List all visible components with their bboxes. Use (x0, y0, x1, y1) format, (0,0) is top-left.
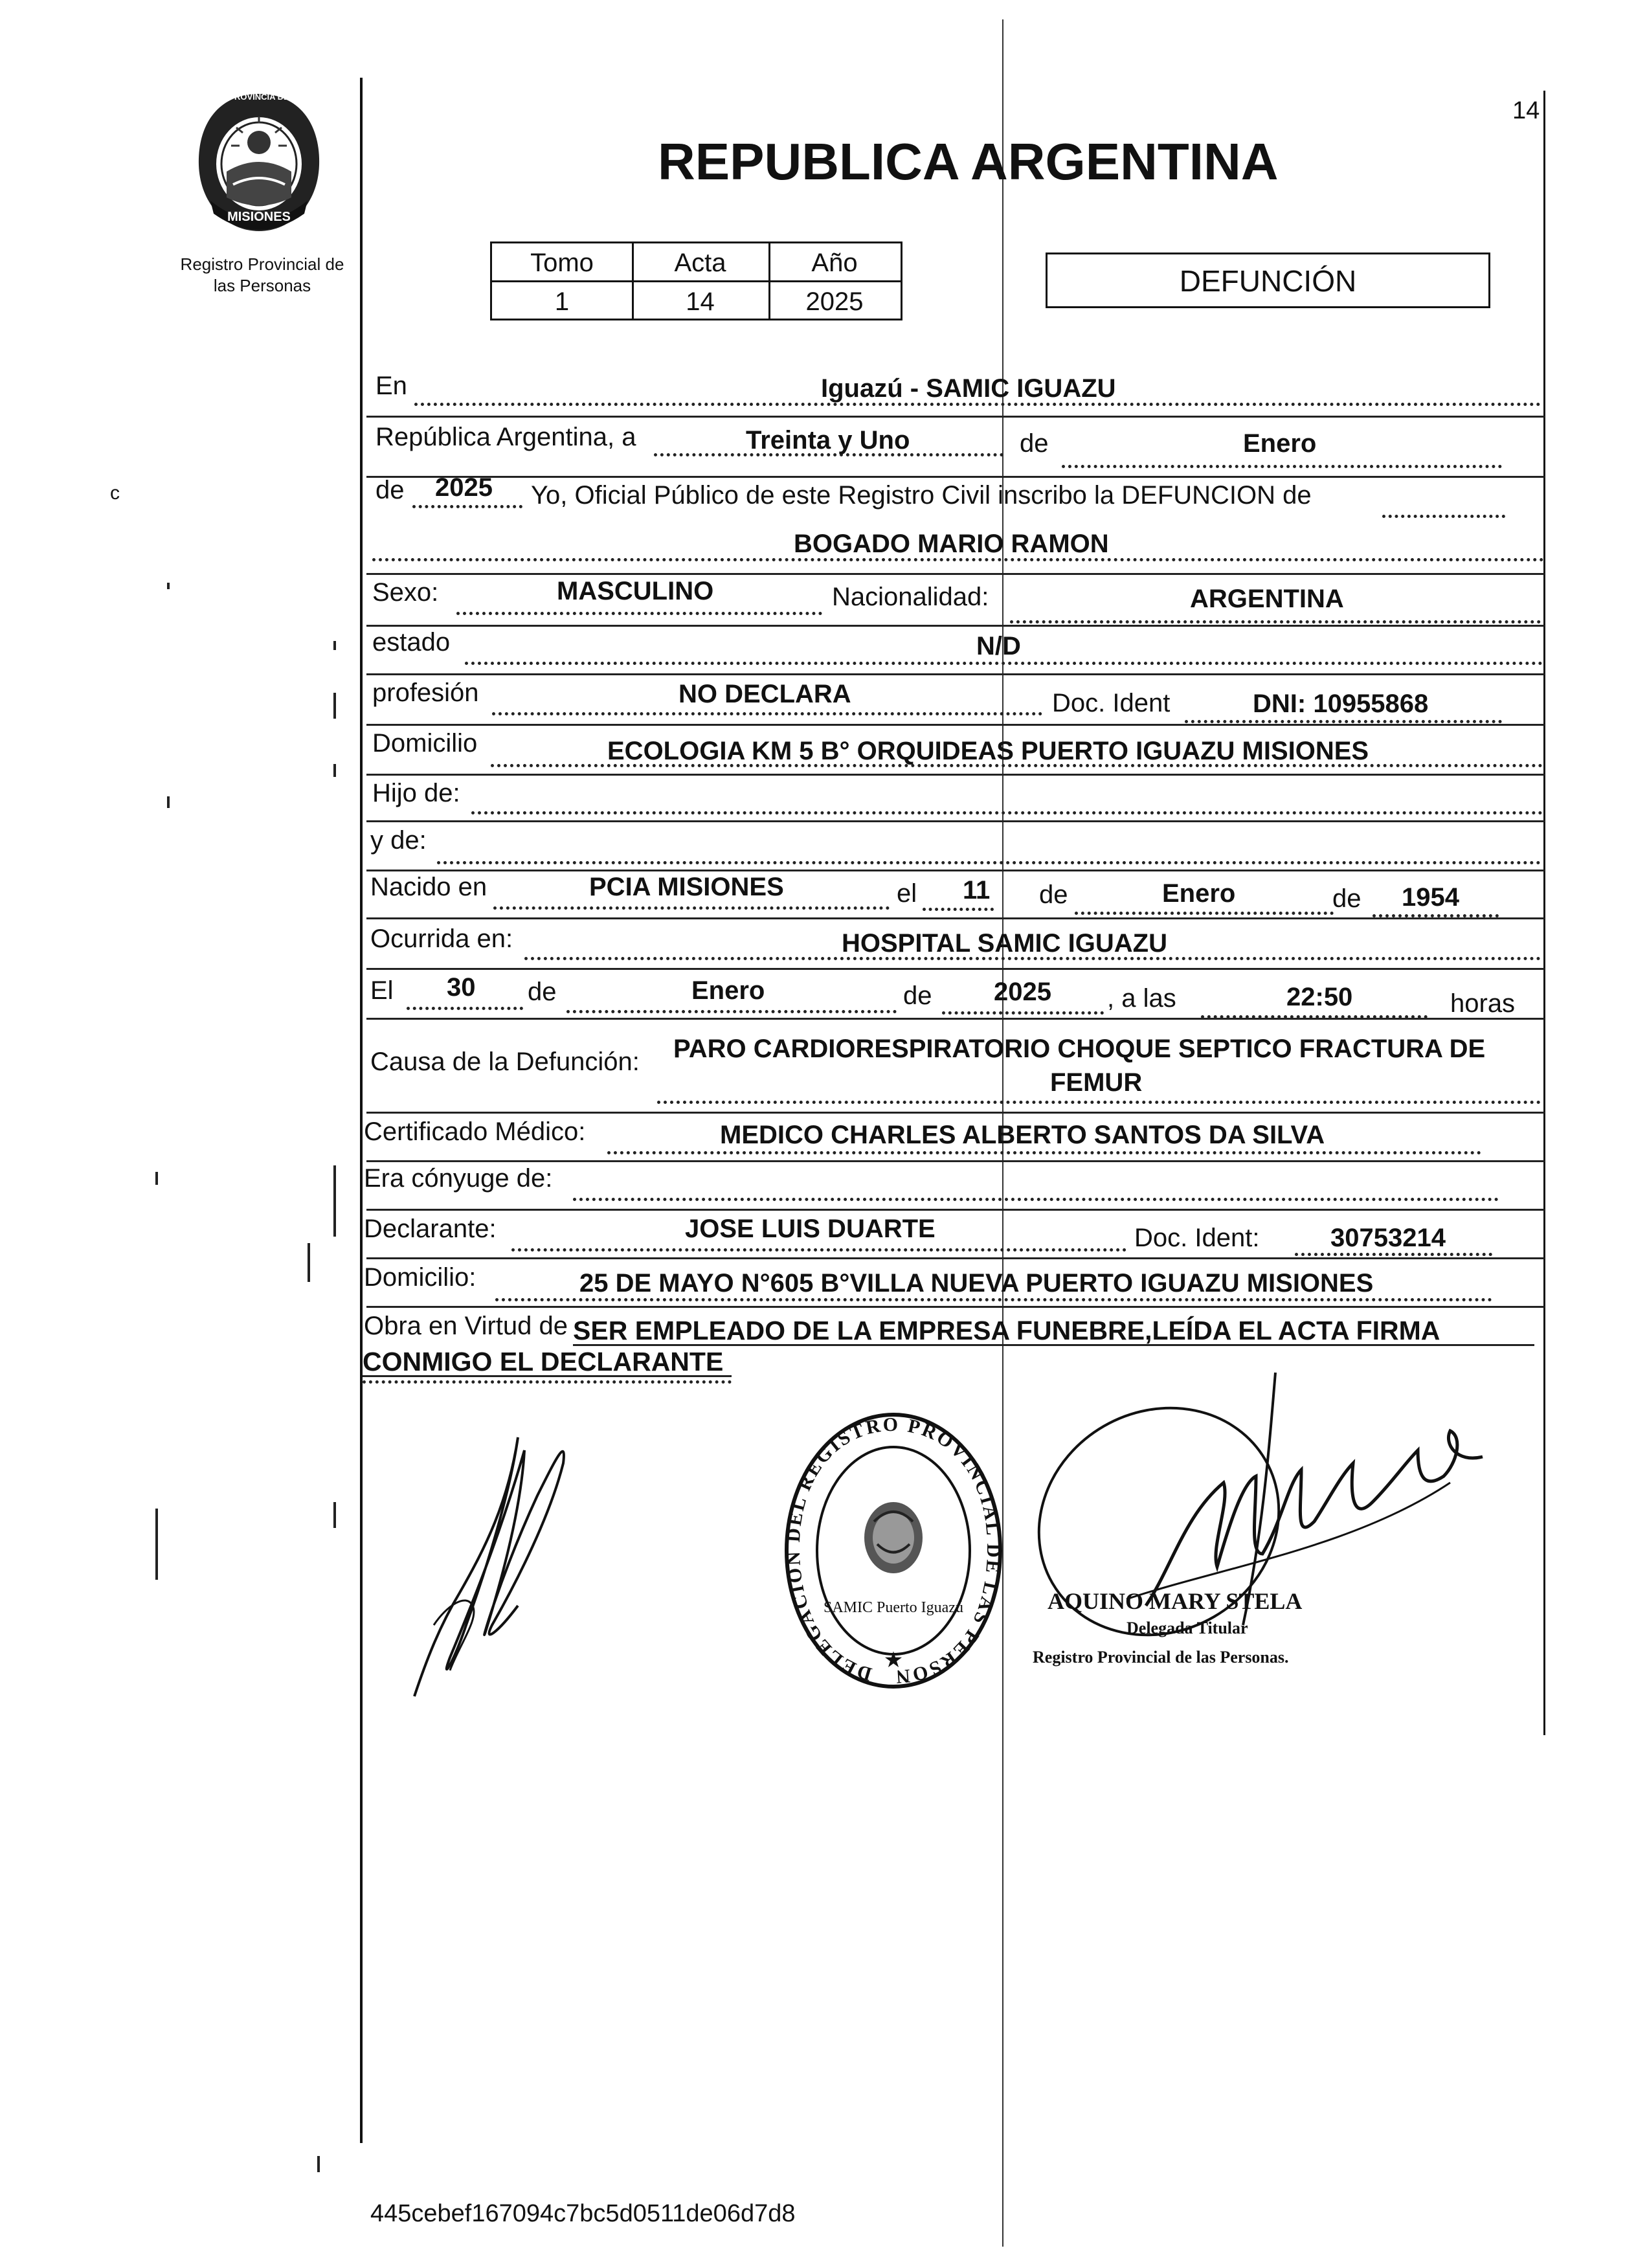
sexo-label: Sexo: (372, 578, 439, 607)
estado-value: N/D (976, 632, 1021, 660)
causa-line2: FEMUR (1050, 1068, 1143, 1097)
day-in-words: Treinta y Uno (746, 426, 910, 455)
certificado-value: MEDICO CHARLES ALBERTO SANTOS DA SILVA (720, 1121, 1325, 1149)
nacionalidad-label: Nacionalidad: (832, 583, 989, 611)
ocurrida-label: Ocurrida en: (370, 925, 513, 953)
nacido-value: PCIA MISIONES (589, 873, 784, 901)
right-margin-line (1543, 91, 1545, 1735)
domicilio2-label: Domicilio: (364, 1263, 476, 1292)
profesion-value: NO DECLARA (678, 680, 851, 708)
domicilio-label: Domicilio (372, 729, 478, 758)
official-stamp (780, 1405, 1007, 1696)
doc-ident-value: DNI: 10955868 (1253, 690, 1429, 718)
conyuge-label: Era cónyuge de: (364, 1164, 553, 1193)
month-value: Enero (1243, 429, 1317, 458)
crest-top-text: PROVINCIA DE (229, 92, 289, 102)
obra-line2: CONMIGO EL DECLARANTE (363, 1347, 724, 1376)
hijo-label: Hijo de: (372, 779, 460, 807)
register-table (490, 241, 902, 320)
nacionalidad-value: ARGENTINA (1190, 585, 1344, 613)
declarant-signature (388, 1411, 609, 1709)
en-label: En (375, 372, 407, 400)
deceased-name: BOGADO MARIO RAMON (794, 530, 1109, 558)
place-value: Iguazú - SAMIC IGUAZU (821, 374, 1116, 403)
page-number: 14 (1512, 97, 1540, 124)
yde-label: y de: (370, 826, 427, 855)
crest-bottom-text: MISIONES (227, 210, 291, 224)
doc-ident-label: Doc. Ident (1052, 689, 1171, 717)
declarante-label: Declarante: (364, 1215, 497, 1243)
de-label-3: de (1039, 881, 1068, 909)
birth-day: 11 (963, 876, 991, 904)
death-year: 2025 (994, 978, 1051, 1006)
table-header-ano: Año (811, 249, 858, 277)
domicilio2-value: 25 DE MAYO N°605 B°VILLA NUEVA PUERTO IGUAZU MISIONES (579, 1269, 1374, 1297)
registry-name-line2: las Personas (213, 276, 311, 295)
obra-line1: SER EMPLEADO DE LA EMPRESA FUNEBRE,LEÍDA EL ACTA FIRMA (573, 1316, 1440, 1345)
alas-label: , a las (1107, 984, 1176, 1013)
table-value-tomo: 1 (554, 287, 570, 316)
table-value-acta: 14 (686, 287, 715, 316)
stamp-ring-text: DELEGACION DEL REGISTRO PROVINCIAL DE LAS PERSON (782, 1413, 1005, 1688)
declarante-value: JOSE LUIS DUARTE (685, 1215, 936, 1243)
de-label-5: de (528, 978, 557, 1006)
birth-month: Enero (1162, 879, 1236, 908)
table-value-ano: 2025 (805, 287, 864, 316)
sexo-value: MASCULINO (557, 577, 714, 605)
left-margin-line (360, 78, 363, 2143)
causa-line1: PARO CARDIORESPIRATORIO CHOQUE SEPTICO FRACTURA DE (673, 1035, 1486, 1063)
horas-label: horas (1450, 989, 1516, 1018)
de-label-1: de (1020, 429, 1049, 458)
de-label-6: de (903, 982, 932, 1010)
el-label: el (897, 879, 917, 908)
registry-name-line1: Registro Provincial de (180, 254, 344, 274)
province-crest (191, 87, 327, 236)
official-office: Registro Provincial de las Personas. (1033, 1648, 1289, 1667)
star-icon: ★ (883, 1648, 904, 1672)
birth-year: 1954 (1402, 883, 1459, 912)
obra-label: Obra en Virtud de (364, 1312, 568, 1340)
official-role: Delegada Titular (1126, 1619, 1248, 1637)
nacido-label: Nacido en (370, 873, 488, 901)
document-hash: 445cebef167094c7bc5d0511de06d7d8 (370, 2200, 796, 2227)
de-label-2: de (375, 476, 405, 504)
death-day: 30 (447, 973, 476, 1002)
el2-label: El (370, 976, 394, 1005)
death-month: Enero (691, 976, 765, 1005)
year-value: 2025 (435, 473, 493, 502)
doc-type-label: DEFUNCIÓN (1179, 264, 1357, 298)
death-time: 22:50 (1286, 983, 1353, 1011)
republica-label: República Argentina, a (375, 423, 636, 451)
causa-label: Causa de la Defunción: (370, 1048, 640, 1076)
profesion-label: profesión (372, 679, 479, 707)
ocurrida-value: HOSPITAL SAMIC IGUAZU (842, 929, 1167, 958)
doc-type-box (1046, 253, 1490, 308)
table-header-acta: Acta (674, 249, 726, 277)
de-label-4: de (1332, 884, 1362, 913)
oficial-statement: Yo, Oficial Público de este Registro Civil inscribo la DEFUNCION de (531, 481, 1312, 510)
domicilio-value: ECOLOGIA KM 5 B° ORQUIDEAS PUERTO IGUAZU MISIONES (607, 737, 1369, 765)
table-header-tomo: Tomo (530, 249, 594, 277)
certificado-label: Certificado Médico: (364, 1117, 586, 1146)
estado-label: estado (372, 628, 451, 657)
doc-ident2-value: 30753214 (1330, 1224, 1446, 1252)
official-name: AQUINO MARY STELA (1048, 1588, 1303, 1614)
stamp-inner-text: SAMIC Puerto Iguazú (824, 1599, 963, 1616)
page-title: REPUBLICA ARGENTINA (658, 133, 1279, 190)
doc-ident2-label: Doc. Ident: (1134, 1224, 1260, 1252)
